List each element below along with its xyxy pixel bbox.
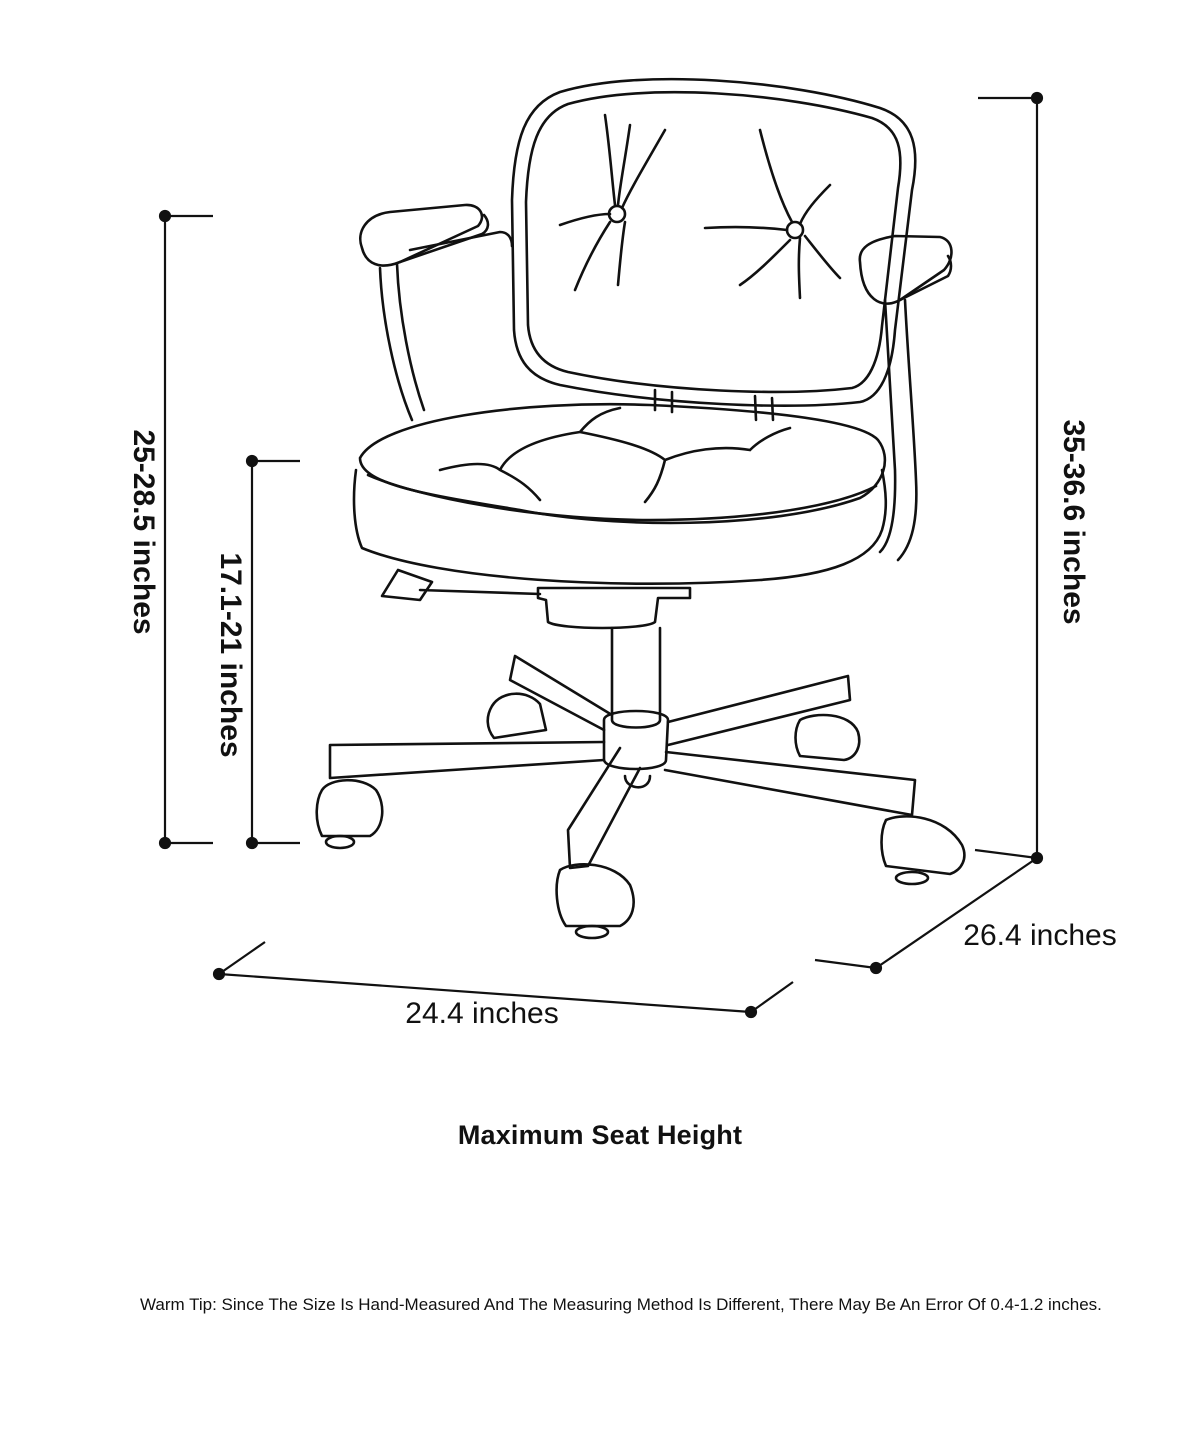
right-arm-support bbox=[880, 300, 916, 560]
chair-illustration bbox=[317, 79, 965, 938]
height-lever bbox=[382, 570, 540, 600]
base-leg-back-right bbox=[668, 676, 850, 745]
diagram-title: Maximum Seat Height bbox=[457, 1120, 743, 1150]
seat-top bbox=[360, 404, 885, 523]
tuft-lines bbox=[560, 115, 840, 298]
seat-bottom bbox=[354, 470, 886, 584]
caster-back-right bbox=[796, 715, 860, 760]
base-leg-right bbox=[665, 752, 915, 815]
seat-height-label: 17.1-21 inches bbox=[214, 552, 247, 758]
caster-left bbox=[317, 780, 383, 836]
seat-mechanism bbox=[538, 588, 690, 628]
left-arm-support bbox=[380, 232, 512, 420]
width-label: 24.4 inches bbox=[405, 997, 559, 1030]
total-height-label: 35-36.6 inches bbox=[1057, 419, 1090, 625]
backrest-inner bbox=[526, 92, 900, 392]
caster-front bbox=[557, 864, 634, 926]
left-armrest bbox=[360, 205, 482, 266]
depth-label: 26.4 inches bbox=[963, 919, 1117, 952]
warm-tip-note: Warm Tip: Since The Size Is Hand-Measured And The Measuring Method Is Different, There May Be An Error Of 0.4-1.2 inches. bbox=[140, 1295, 1102, 1314]
base-leg-left bbox=[330, 742, 604, 778]
base-leg-front bbox=[568, 748, 640, 868]
caster-right bbox=[882, 816, 965, 874]
caster-back-left bbox=[488, 694, 546, 738]
armrest-height-label: 25-28.5 inches bbox=[127, 429, 160, 635]
dimension-lines bbox=[160, 93, 1042, 1017]
backrest-outer bbox=[512, 79, 915, 406]
base-leg-back-left bbox=[510, 656, 612, 730]
